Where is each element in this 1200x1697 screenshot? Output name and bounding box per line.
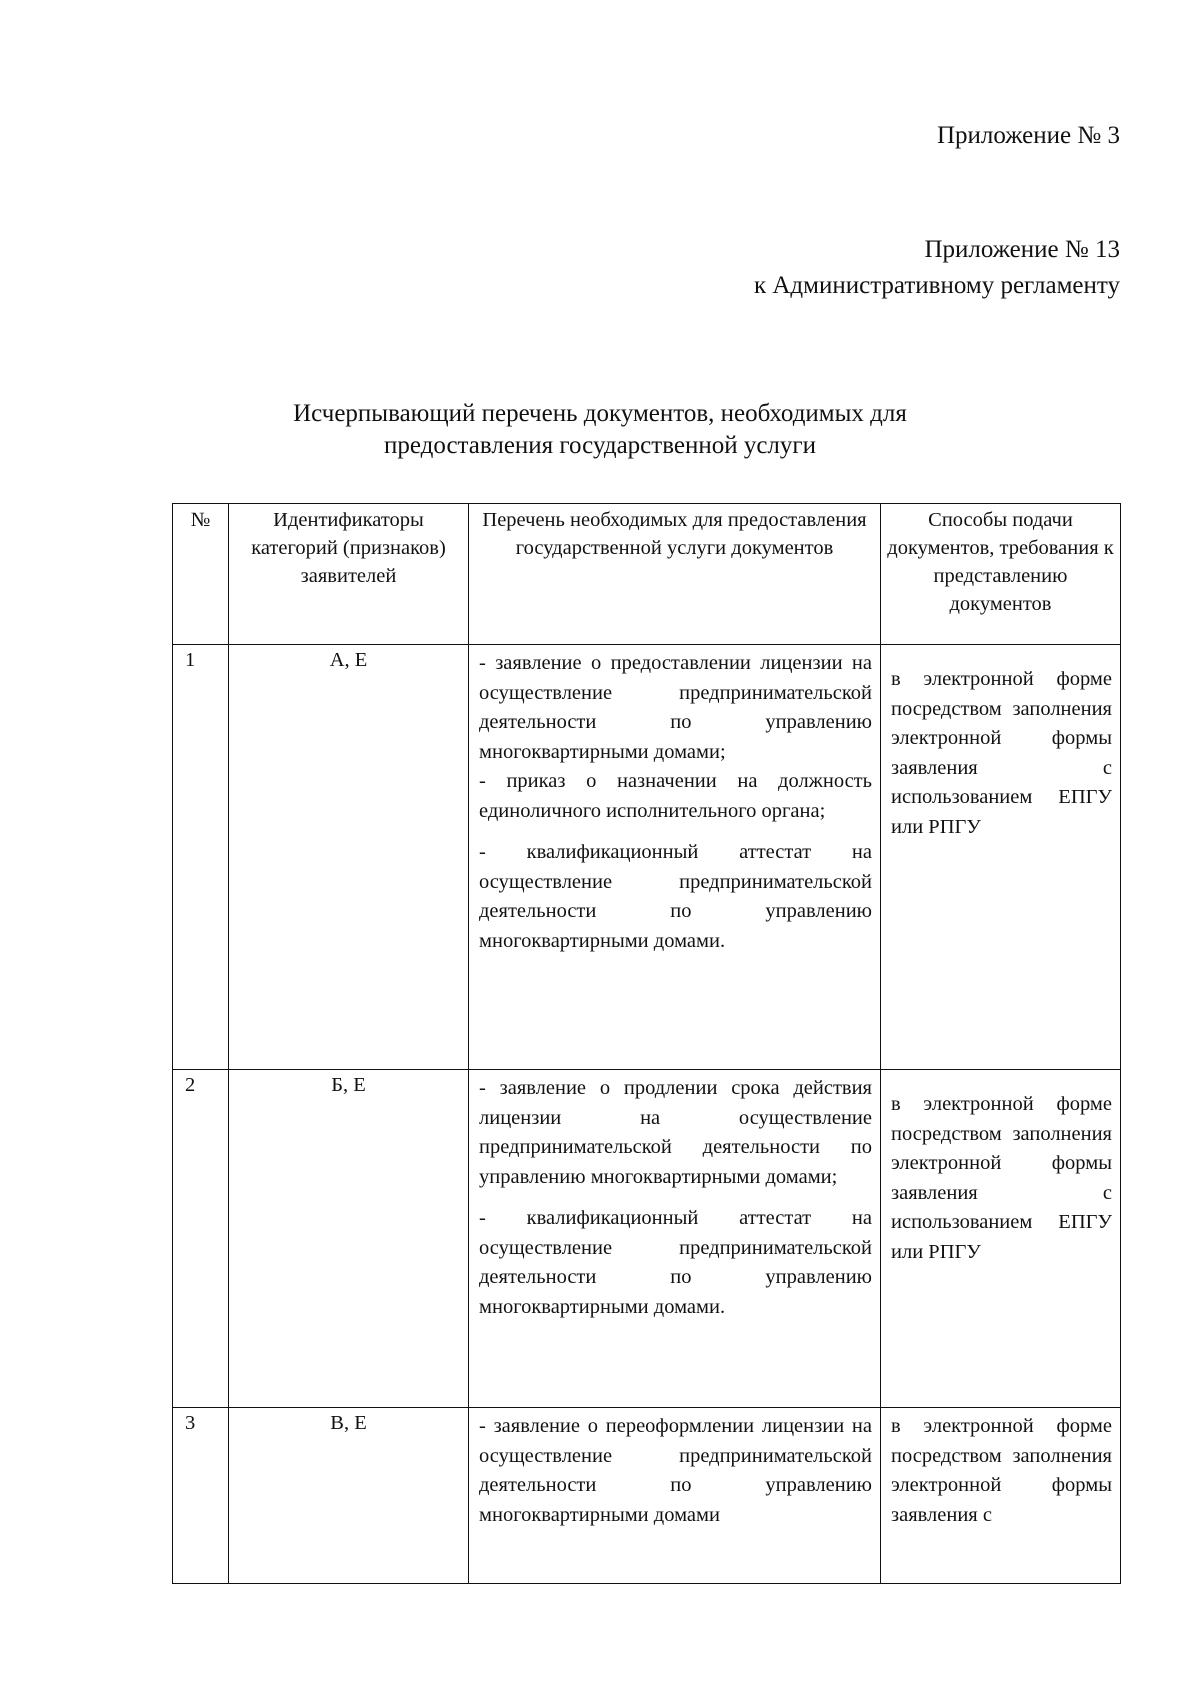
submission-method: в электронной форме посредством заполнения электронной формы заявления с xyxy=(891,1415,1112,1526)
row-method xyxy=(881,1408,1121,1584)
document-item: - заявление о продлении срока действия лицензии на осуществление предпринимательской деятельности по управлению многоквартирными домами; xyxy=(479,1077,872,1188)
table-header-row xyxy=(173,504,1121,645)
table-row xyxy=(173,1070,1121,1408)
row-method xyxy=(881,1070,1121,1408)
table-row xyxy=(173,1408,1121,1584)
row-number: 2 xyxy=(173,1070,229,1408)
row-documents xyxy=(469,1408,881,1584)
appendix-number: Приложение № 13 xyxy=(924,236,1120,263)
appendix-regulation: к Административному регламенту xyxy=(753,272,1120,299)
document-item: - квалификационный аттестат на осуществление предпринимательской деятельности по управлению многоквартирными домами. xyxy=(479,1207,872,1318)
table-row xyxy=(173,645,1121,1070)
submission-method: в электронной форме посредством заполнения электронной формы заявления с использованием ЕПГУ или РПГУ xyxy=(891,1093,1112,1263)
document-title-line2: предоставления государственной услуги xyxy=(383,432,817,459)
row-number: 1 xyxy=(173,645,229,1070)
row-categories: А, Е xyxy=(229,645,469,1070)
row-documents xyxy=(469,645,881,1070)
document-item: - заявление о предоставлении лицензии на осуществление предпринимательской деятельности по управлению многоквартирными домами; - приказ о назначении на должность единоличного исполнительного органа; xyxy=(479,652,872,822)
row-categories: В, Е xyxy=(229,1408,469,1584)
row-categories: Б, Е xyxy=(229,1070,469,1408)
documents-table xyxy=(172,503,1121,1584)
header-methods: Способы подачи документов, требования к представлению документов xyxy=(881,504,1121,645)
submission-method: в электронной форме посредством заполнения электронной формы заявления с использованием ЕПГУ или РПГУ xyxy=(891,668,1112,838)
row-documents xyxy=(469,1070,881,1408)
header-number: № xyxy=(173,504,229,645)
appendix-number-top: Приложение № 3 xyxy=(936,122,1120,149)
document-title xyxy=(160,398,1040,462)
document-item: - заявление о переоформлении лицензии на осуществление предпринимательской деятельности по управлению многоквартирными домами xyxy=(479,1415,872,1526)
header-categories: Идентификаторы категорий (признаков) заявителей xyxy=(229,504,469,645)
row-method xyxy=(881,645,1121,1070)
row-number: 3 xyxy=(173,1408,229,1584)
header-documents: Перечень необходимых для предоставления государственной услуги документов xyxy=(469,504,881,645)
appendix-reference xyxy=(754,232,1120,304)
document-item: - квалификационный аттестат на осуществление предпринимательской деятельности по управлению многоквартирными домами. xyxy=(479,841,872,952)
document-title-line1: Исчерпывающий перечень документов, необходимых для xyxy=(293,400,907,427)
